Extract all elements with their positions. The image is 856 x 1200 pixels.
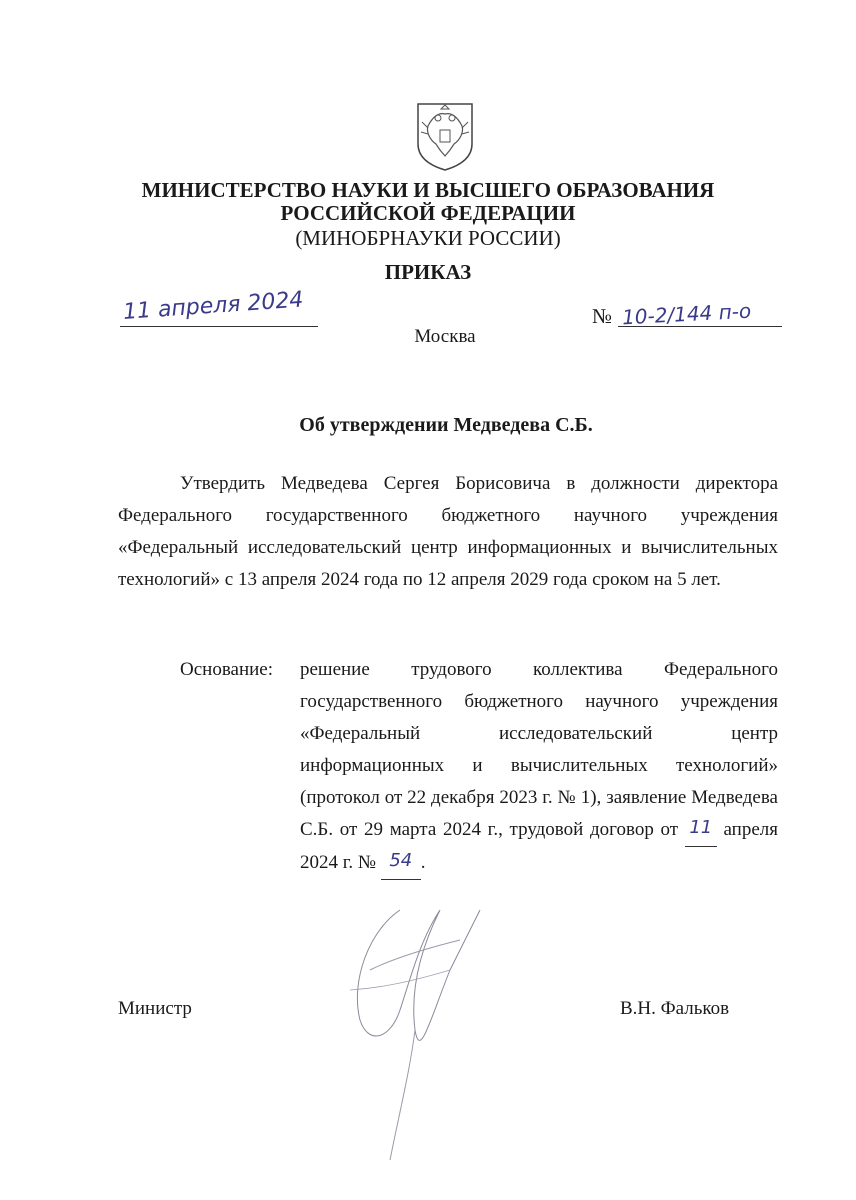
basis-text [300,654,778,880]
ministry-short-name: (МИНОБРНАУКИ РОССИИ) [295,226,561,250]
order-title: Об утверждении Медведева С.Б. [299,414,593,436]
city: Москва [414,326,476,347]
contract-day-blank [685,814,717,847]
ministry-name-line2: РОССИЙСКОЙ ФЕДЕРАЦИИ [280,201,576,225]
order-date-handwritten: 11 апреля 2024 [122,287,305,325]
basis-text-middle: апреля 2024 г. № [300,819,778,873]
order-number-label: № [592,304,613,328]
contract-number-handwritten: 54 [389,850,413,871]
basis-text-main: решение трудового коллектива Федерального государственного бюджетного научного учреждения «Федеральный исследовательский центр информационных и вычислительных технологий» (протокол от 22 декабря 2023 г. № 1), заявление Медведева С.Б. от 29 марта 2024 г., трудовой договор от [300,659,778,840]
contract-day-handwritten: 11 [689,817,713,838]
ministry-name-line1: МИНИСТЕРСТВО НАУКИ И ВЫСШЕГО ОБРАЗОВАНИЯ [141,178,715,202]
document-type: ПРИКАЗ [384,260,472,284]
signer-position: Министр [118,998,192,1019]
signer-name: В.Н. Фальков [620,998,730,1019]
signature-icon [330,870,500,1170]
order-body: Утвердить Медведева Сергея Борисовича в должности директора Федерального государственного бюджетного научного учреждения «Федеральный исследовательский центр информационных и вычислительных технологий» с 13 апреля 2024 года по 12 апреля 2029 года сроком на 5 лет. [118,473,778,590]
order-number-handwritten: 10-2/144 п-о [621,298,752,330]
basis-text-end: . [420,852,426,873]
coat-of-arms-icon [414,100,476,172]
basis-label: Основание: [180,659,274,680]
